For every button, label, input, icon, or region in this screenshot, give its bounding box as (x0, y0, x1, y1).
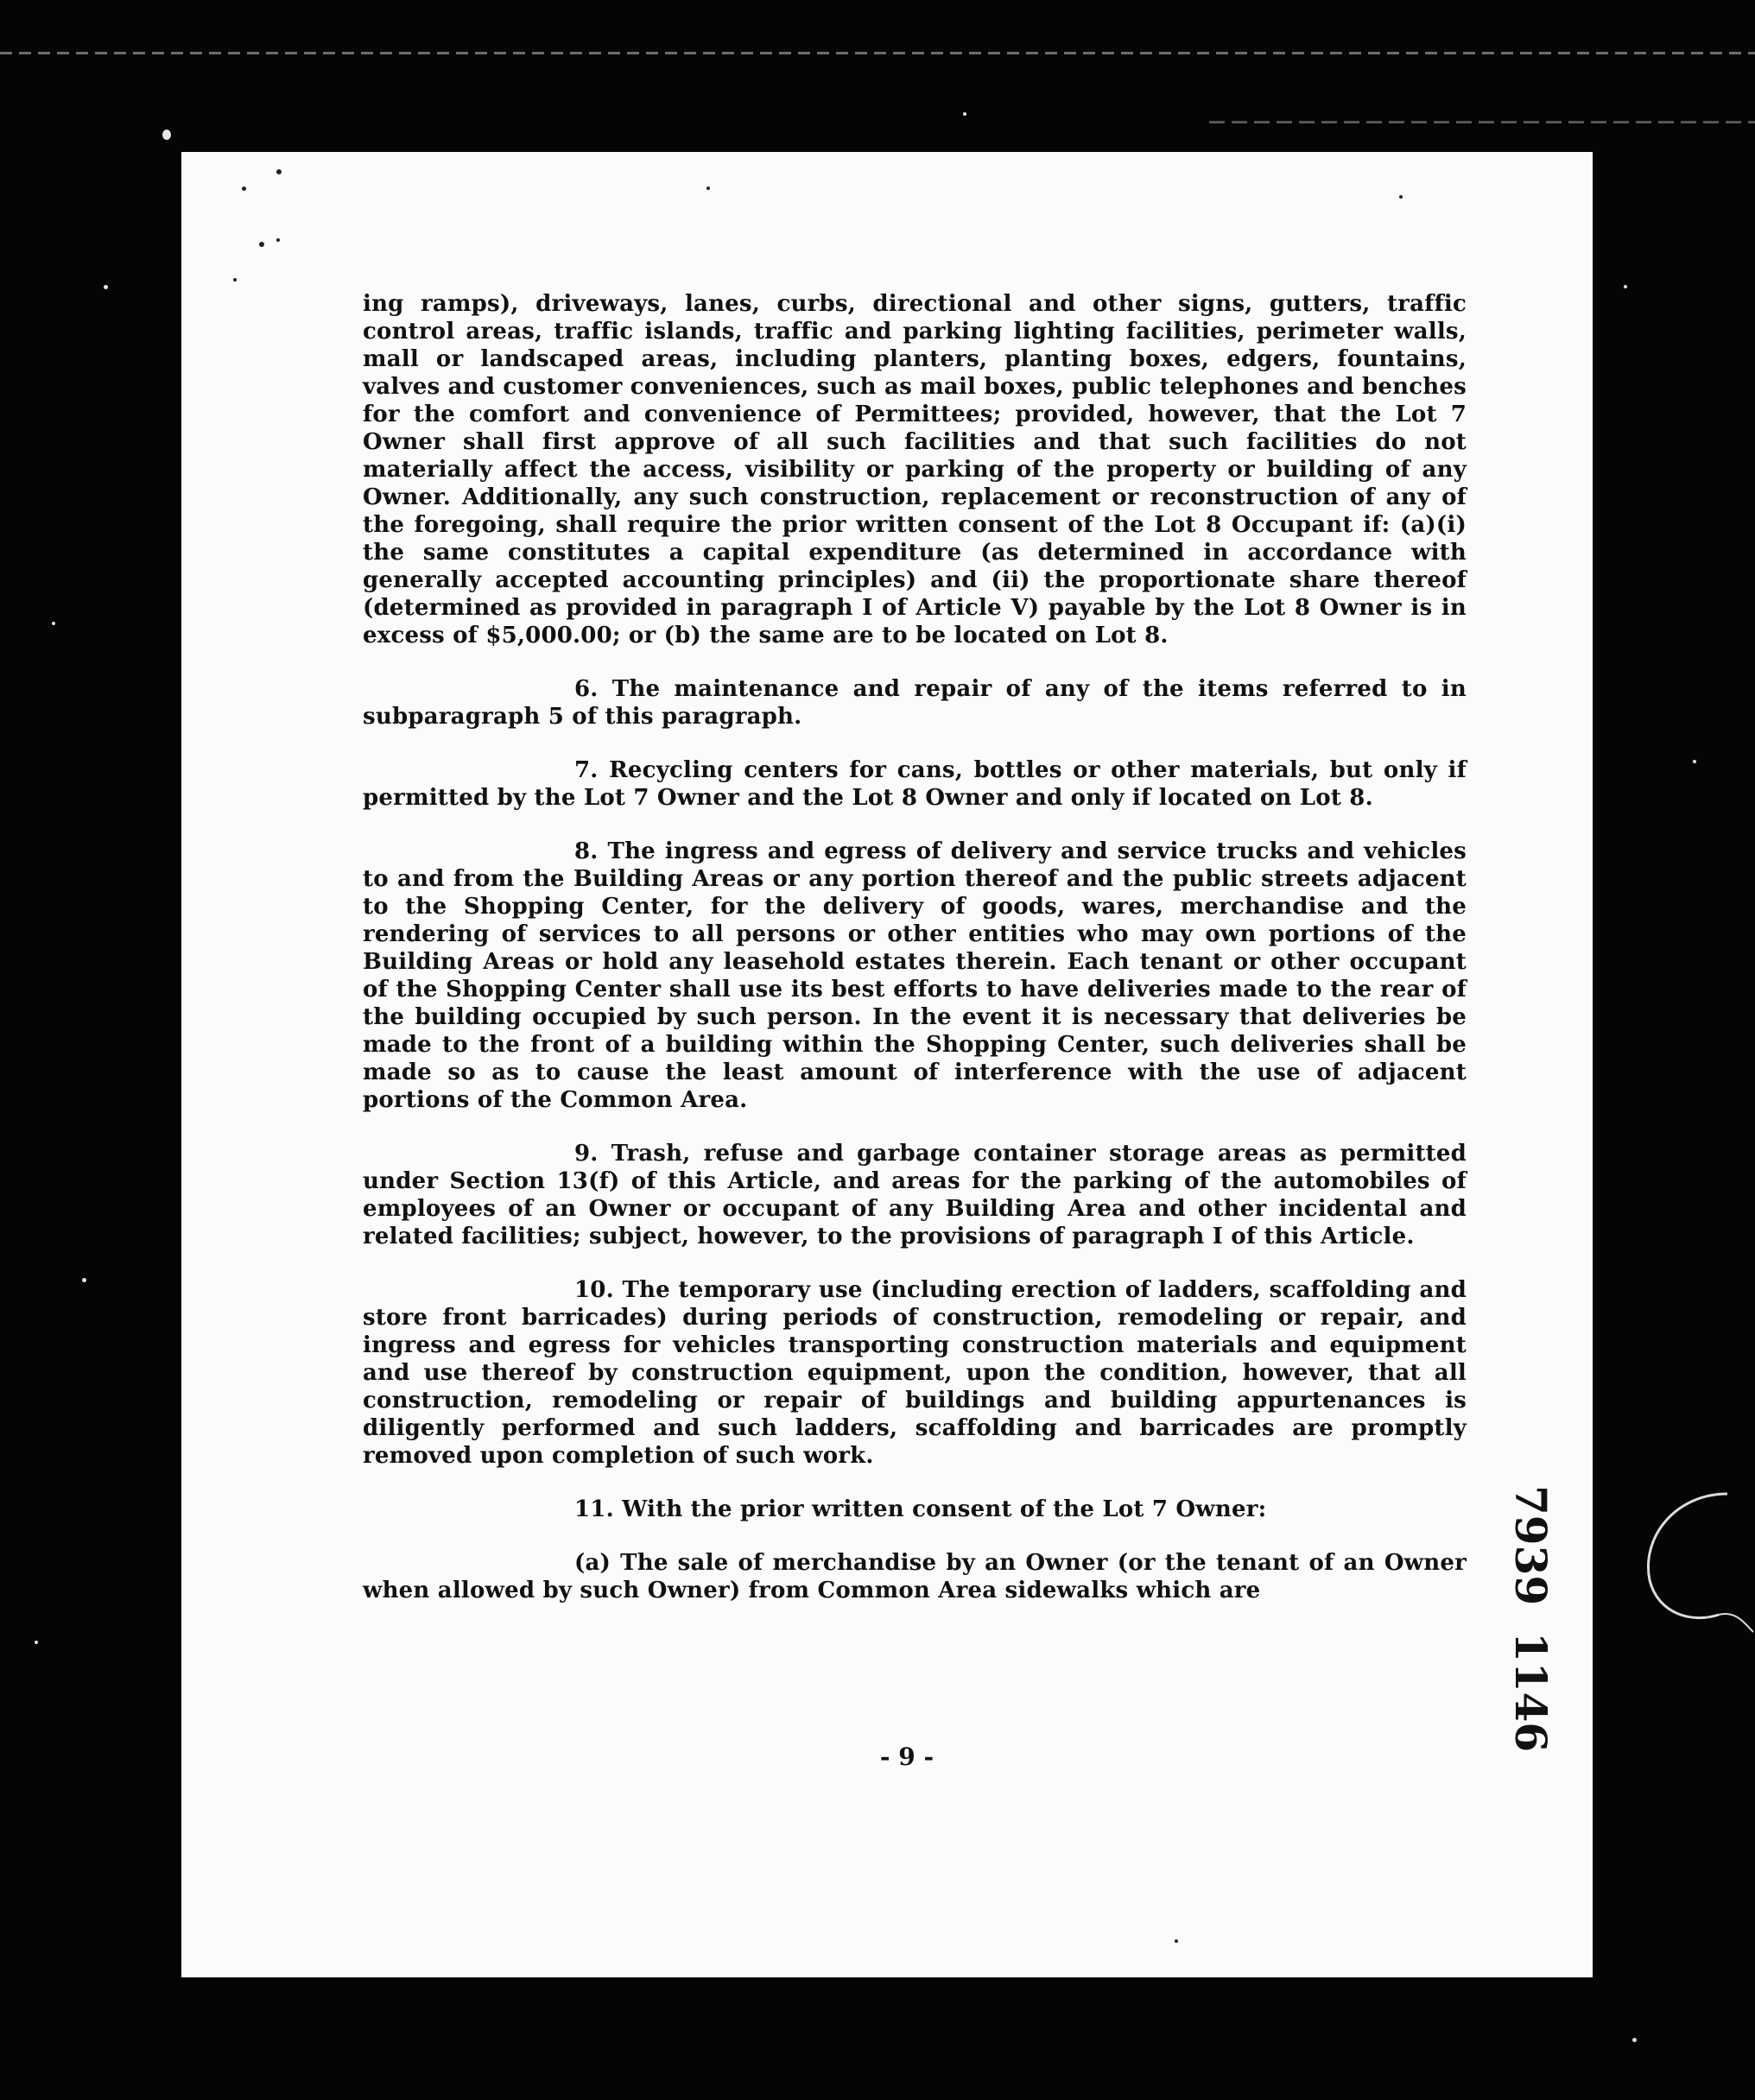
scan-noise (963, 112, 966, 116)
scan-noise (242, 187, 246, 191)
scan-noise (1175, 1939, 1178, 1943)
recording-book-number: 7939 (1505, 1485, 1556, 1606)
paragraph-item-11a: (a) The sale of merchandise by an Owner (or the tenant of an Owner when allowed by such Owner) from Common Area sidewalks which are (363, 1550, 1467, 1603)
scan-noise (1632, 2038, 1637, 2042)
scan-noise (162, 130, 171, 140)
scan-noise (104, 285, 108, 289)
document-body (363, 290, 1467, 1630)
scan-noise (1693, 760, 1696, 763)
paragraph-item-10: 10. The temporary use (including erection of ladders, scaffolding and store front barricades) during periods of construction, remodeling or repair, and ingress and egress for vehicles transporting construction materials and equipment and use thereof by construction equipment, upon the condition, however, that all construction, remodeling or repair of buildings and building appurtenances is diligently performed and such ladders, scaffolding and barricades are promptly removed upon completion of such work. (363, 1277, 1467, 1469)
recording-stamp (1505, 1485, 1617, 1762)
scan-noise (259, 242, 264, 247)
paragraph-item-9: 9. Trash, refuse and garbage container storage areas as permitted under Section 13(f) of this Article, and areas for the parking of the automobiles of employees of an Owner or occupant of any Building Area and other incidental and related facilities; subject, however, to the provisions of paragraph I of this Article. (363, 1141, 1467, 1249)
scan-noise (276, 169, 282, 174)
scan-noise (35, 1641, 38, 1644)
paragraph-item-6: 6. The maintenance and repair of any of the items referred to in subparagraph 5 of this paragraph. (363, 676, 1467, 730)
scan-noise (706, 187, 710, 190)
scan-noise (233, 278, 237, 281)
handwritten-mark (1624, 1485, 1755, 1641)
scan-noise (52, 622, 55, 625)
paragraph-item-8: 8. The ingress and egress of delivery and service trucks and vehicles to and from the Building Areas or any portion thereof and the public streets adjacent to the Shopping Center, for the delivery of goods, wares, merchandise and the rendering of services to all persons or other entities who may own portions of the Building Areas or hold any leasehold estates therein. Each tenant or other occupant of the Shopping Center shall use its best efforts to have deliveries made to the rear of the building occupied by such person. In the event it is necessary that deliveries be made to the front of a building within the Shopping Center, such deliveries shall be made so as to cause the least amount of interference with the use of adjacent portions of the Common Area. (363, 838, 1467, 1113)
scan-noise (1399, 195, 1403, 199)
scan-noise (82, 1278, 86, 1282)
paragraph-item-11: 11. With the prior written consent of the Lot 7 Owner: (574, 1496, 1267, 1522)
scan-border-line (0, 52, 1755, 54)
page-number: - 9 - (879, 1743, 935, 1771)
paragraph-item-7: 7. Recycling centers for cans, bottles or other materials, but only if permitted by the Lot 7 Owner and the Lot 8 Owner and only if located on Lot 8. (363, 757, 1467, 811)
scan-noise (276, 238, 280, 242)
scan-noise (1624, 285, 1627, 288)
scan-border-line (1209, 121, 1755, 123)
paragraph-continuation: ing ramps), driveways, lanes, curbs, directional and other signs, gutters, traffic control areas, traffic islands, traffic and parking lighting facilities, perimeter walls, mall or landscaped areas, including planters, planting boxes, edgers, fountains, valves and customer conveniences, such as mail boxes, public telephones and benches for the comfort and convenience of Permittees; provided, however, that the Lot 7 Owner shall first approve of all such facilities and that such facilities do not materially affect the access, visibility or parking of the property or building of any Owner. Additionally, any such construction, replacement or reconstruction of any of the foregoing, shall require the prior written consent of the Lot 8 Occupant if: (a)(i) the same constitutes a capital expenditure (as determined in accordance with generally accepted accounting principles) and (ii) the proportionate share thereof (determined as provided in paragraph I of Article V) payable by the Lot 8 Owner is in excess of $5,000.00; or (b) the same are to be located on Lot 8. (363, 291, 1467, 648)
recording-page-number: 1146 (1505, 1632, 1556, 1753)
